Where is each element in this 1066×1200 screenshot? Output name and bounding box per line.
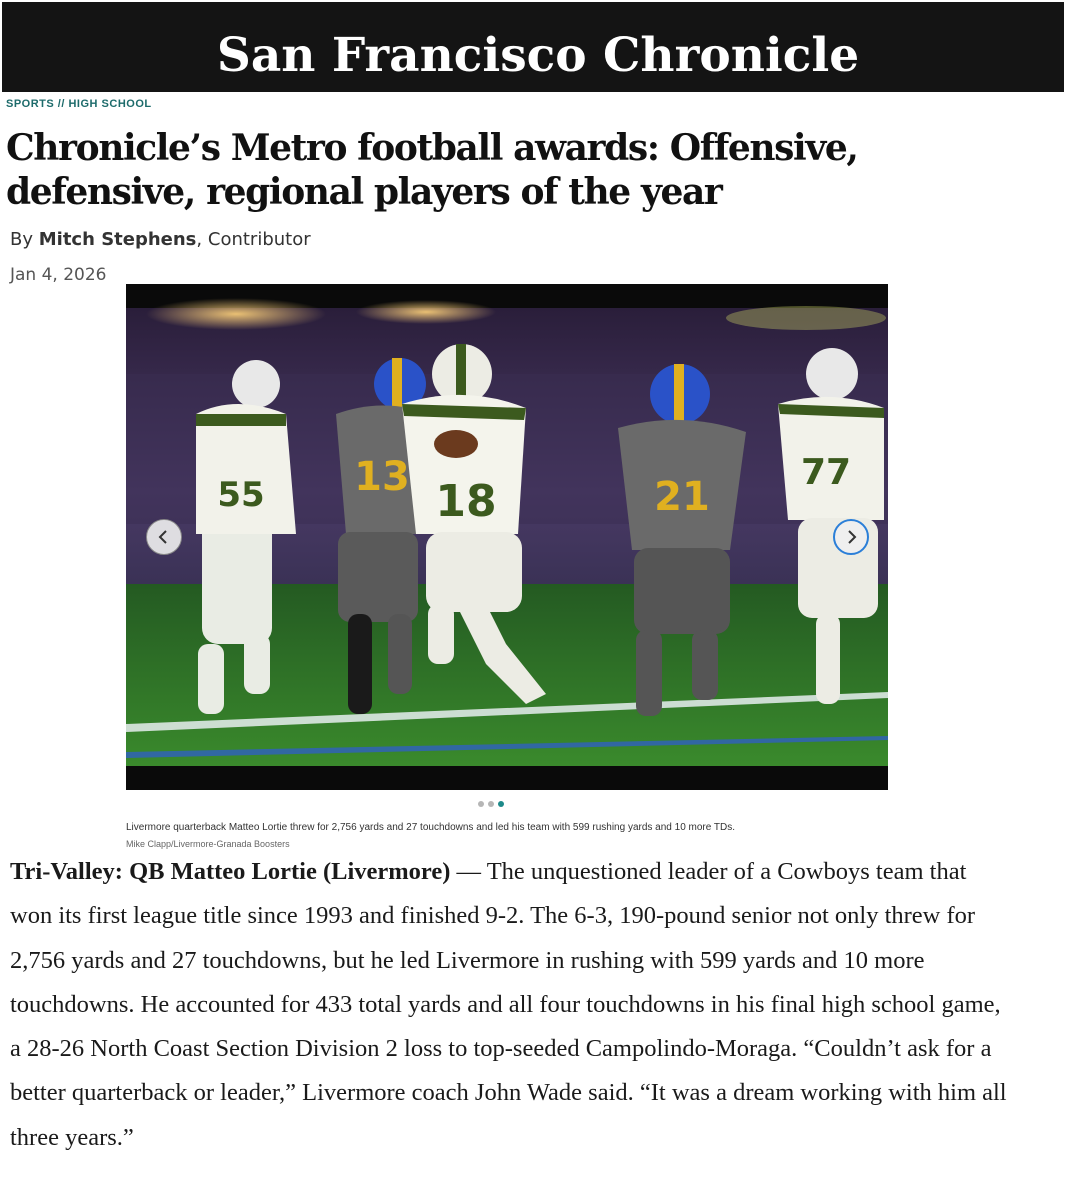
svg-text:13: 13 bbox=[354, 454, 410, 500]
svg-text:San Francisco Chronicle: San Francisco Chronicle bbox=[216, 28, 860, 83]
author-link[interactable]: Mitch Stephens bbox=[38, 229, 197, 250]
byline-separator: , bbox=[196, 229, 203, 250]
photo-credit: Mike Clapp/Livermore-Granada Boosters bbox=[126, 839, 290, 849]
gallery-dot-3[interactable] bbox=[498, 801, 504, 807]
masthead bbox=[2, 2, 1064, 92]
svg-text:55: 55 bbox=[217, 475, 265, 515]
chronicle-logo[interactable] bbox=[2, 2, 1064, 92]
player-lead-in: Tri-Valley: QB Matteo Lortie (Livermore) bbox=[10, 858, 451, 885]
lead-dash: — bbox=[450, 858, 487, 885]
gallery-dot-1[interactable] bbox=[478, 801, 484, 807]
gallery-next-button[interactable] bbox=[833, 519, 869, 555]
gallery-prev-button[interactable] bbox=[146, 519, 182, 555]
author-role: Contributor bbox=[207, 229, 311, 250]
svg-text:18: 18 bbox=[435, 476, 497, 527]
section-breadcrumb bbox=[6, 98, 152, 110]
gallery-photo[interactable] bbox=[126, 284, 888, 790]
gallery-dot-2[interactable] bbox=[488, 801, 494, 807]
publish-date: Jan 4, 2026 bbox=[10, 265, 107, 285]
article-headline: Chronicle’s Metro football awards: Offensive, defensive, regional players of the year bbox=[6, 127, 858, 213]
svg-text:77: 77 bbox=[800, 452, 852, 493]
byline-prefix: By bbox=[10, 229, 34, 250]
section-link-sports[interactable]: SPORTS bbox=[6, 98, 55, 110]
football-action-image bbox=[126, 284, 888, 790]
breadcrumb-separator: // bbox=[57, 98, 65, 110]
chevron-right-icon bbox=[843, 529, 859, 545]
photo-caption: Livermore quarterback Matteo Lortie threw for 2,756 yards and 27 touchdowns and led his team with 599 rushing yards and 10 more TDs. bbox=[126, 822, 736, 833]
svg-text:21: 21 bbox=[654, 474, 710, 520]
chevron-left-icon bbox=[156, 529, 172, 545]
article-body bbox=[10, 850, 1010, 1160]
byline bbox=[10, 229, 311, 250]
section-link-high-school[interactable]: HIGH SCHOOL bbox=[68, 98, 152, 110]
article-paragraph: The unquestioned leader of a Cowboys team that won its first league title since 1993 and finished 9-2. The 6-3, 190-pound senior not only threw for 2,756 yards and 27 touchdowns, but he led Livermore in rushing with 599 yards and 10 more touchdowns. He accounted for 433 total yards and all four touchdowns in his final high school game, a 28-26 North Coast Section Division 2 loss to top-seeded Campolindo-Moraga. “Couldn’t ask for a better quarterback or leader,” Livermore coach John Wade said. “It was a dream working with him all three years.” bbox=[10, 858, 1007, 1151]
gallery-pagination bbox=[478, 801, 504, 807]
